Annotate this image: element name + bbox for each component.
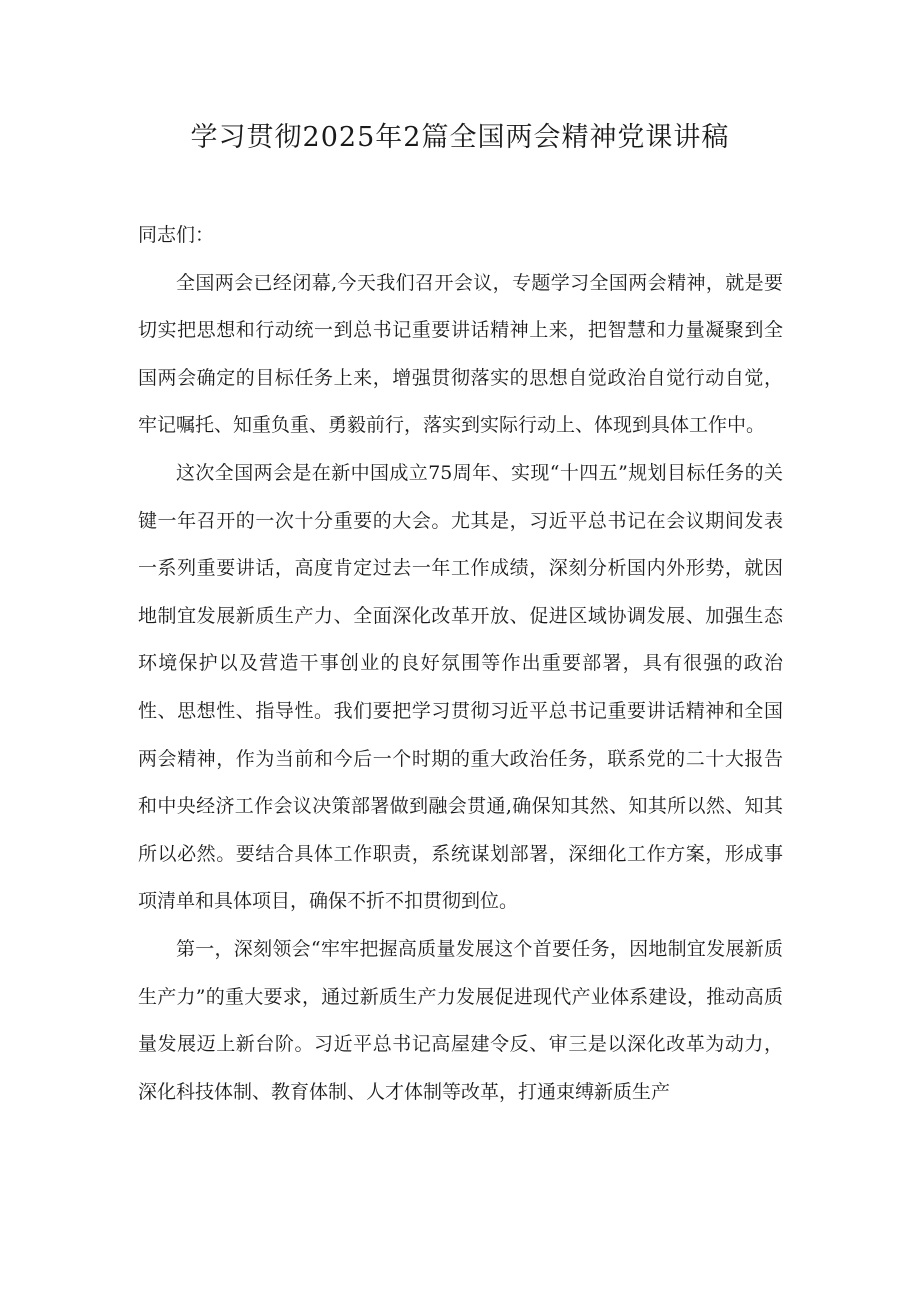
document-body bbox=[138, 212, 783, 1116]
salutation: 同志们： bbox=[138, 224, 215, 246]
document-title: 学习贯彻2025年2篇全国两会精神党课讲稿 bbox=[190, 122, 730, 153]
paragraph-3: 第一，深刻领会“牢牢把握高质量发展这个首要任务，因地制宜发展新质生产力”的重大要求，通过新质生产力发展促进现代产业体系建设，推动高质量发展迈上新台阶。习近平总书记高屋建令反、审三是以深化改革为动力，深化科技体制、教育体制、人才体制等改革，打通束缚新质生产 bbox=[138, 937, 783, 1103]
paragraph-1: 全国两会已经闭幕,今天我们召开会议，专题学习全国两会精神，就是要切实把思想和行动统一到总书记重要讲话精神上来，把智慧和力量凝聚到全国两会确定的目标任务上来，增强贯彻落实的思想自觉政治自觉行动自觉，牢记嘱托、知重负重、勇毅前行，落实到实际行动上、体现到具体工作中。 bbox=[138, 271, 783, 437]
paragraph-2: 这次全国两会是在新中国成立75周年、实现“十四五”规划目标任务的关键一年召开的一次十分重要的大会。尤其是，习近平总书记在会议期间发表一系列重要讲话，高度肯定过去一年工作成绩，深刻分析国内外形势，就因地制宜发展新质生产力、全面深化改革开放、促进区域协调发展、加强生态环境保护以及营造干事创业的良好氛围等作出重要部署，具有很强的政治性、思想性、指导性。我们要把学习贯彻习近平总书记重要讲话精神和全国两会精神，作为当前和今后一个时期的重大政治任务，联系党的二十大报告和中央经济工作会议决策部署做到融会贯通,确保知其然、知其所以然、知其所以必然。要结合具体工作职责，系统谋划部署，深细化工作方案，形成事项清单和具体项目，确保不折不扣贯彻到位。 bbox=[138, 461, 783, 913]
